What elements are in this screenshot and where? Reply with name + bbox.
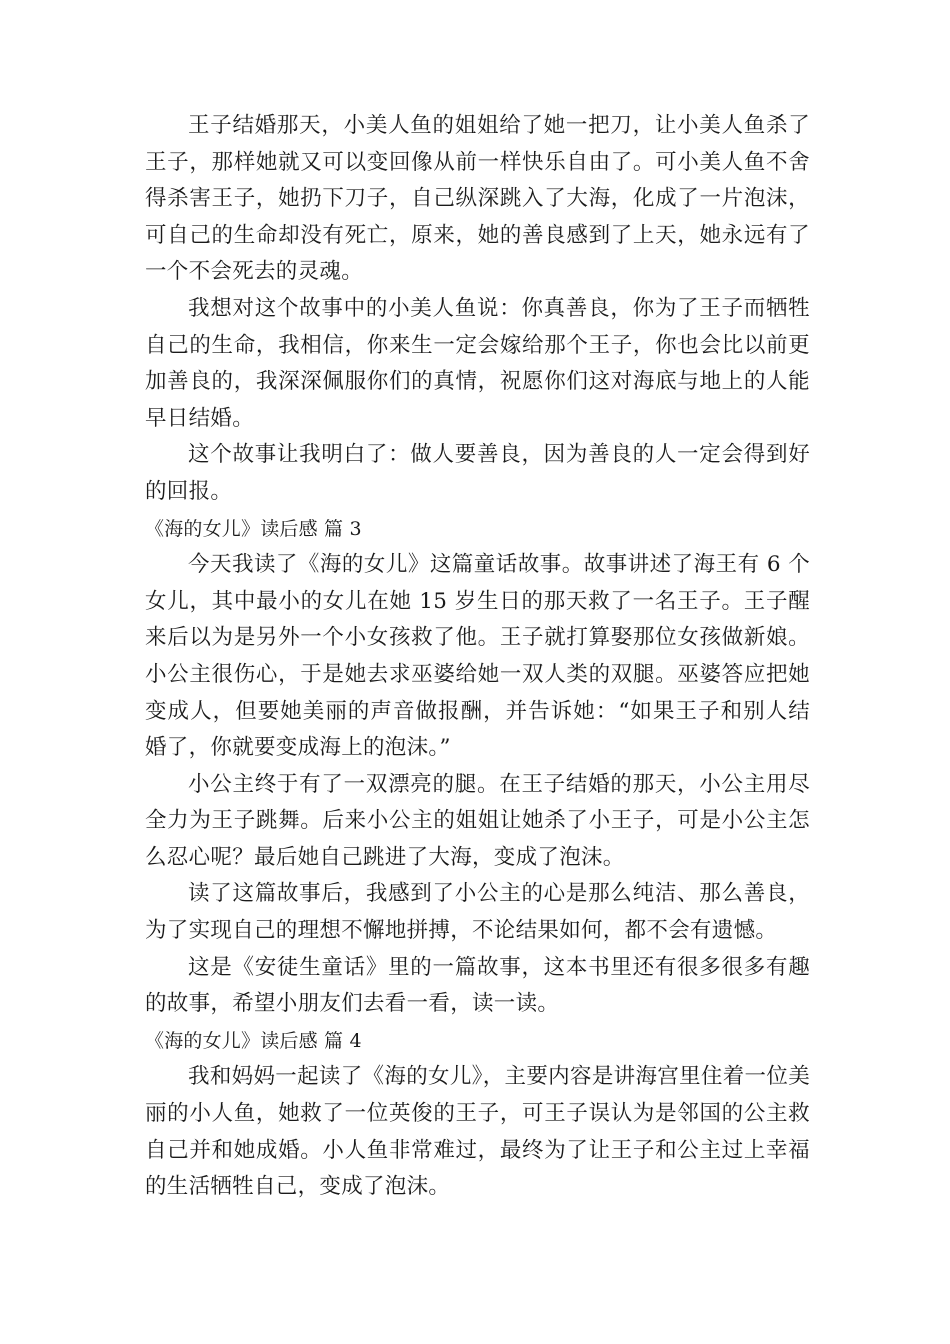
paragraph-summary: 今天我读了《海的女儿》这篇童话故事。故事讲述了海王有 6 个女儿，其中最小的女儿在她 15 岁生日的那天救了一名王子。王子醒来后以为是另外一个小女孩救了他。王子就打算娶那位女孩做新娘。小公主很伤心，于是她去求巫婆给她一双人类的双腿。巫婆答应把她变成人，但要她美丽的声音做报酬，并告诉她：“如果王子和别人结婚了，你就要变成海上的泡沫。” [145, 552, 810, 761]
paragraph-recommendation: 这是《安徒生童话》里的一篇故事，这本书里还有很多很多有趣的故事，希望小朋友们去看一看，读一读。 [145, 954, 810, 1017]
paragraph-lesson: 这个故事让我明白了：做人要善良，因为善良的人一定会得到好的回报。 [145, 442, 810, 504]
section-heading-4: 《海的女儿》读后感 篇 4 [145, 1029, 362, 1052]
paragraph-dance: 小公主终于有了一双漂亮的腿。在王子结婚的那天，小公主用尽全力为王子跳舞。后来小公主的姐姐让她杀了小王子，可是小公主怎么忍心呢？最后她自己跳进了大海，变成了泡沫。 [145, 771, 810, 870]
paragraph-ending: 王子结婚那天，小美人鱼的姐姐给了她一把刀，让小美人鱼杀了王子，那样她就又可以变回像从前一样快乐自由了。可小美人鱼不舍得杀害王子，她扔下刀子，自己纵深跳入了大海，化成了一片泡沫，可自己的生命却没有死亡，原来，她的善良感到了上天，她永远有了一个不会死去的灵魂。 [145, 113, 810, 285]
paragraph-reading-with-mom: 我和妈妈一起读了《海的女儿》，主要内容是讲海宫里住着一位美丽的小人鱼，她救了一位英俊的王子，可王子误认为是邻国的公主救自己并和她成婚。小人鱼非常难过，最终为了让王子和公主过上幸福的生活牺牲自己，变成了泡沫。 [145, 1064, 810, 1200]
document-body [145, 108, 810, 1206]
paragraph-message-to-mermaid: 我想对这个故事中的小美人鱼说：你真善良，你为了王子而牺牲自己的生命，我相信，你来生一定会嫁给那个王子，你也会比以前更加善良的，我深深佩服你们的真情，祝愿你们这对海底与地上的人能早日结婚。 [145, 295, 810, 431]
section-heading-3: 《海的女儿》读后感 篇 3 [145, 517, 362, 540]
paragraph-reflection: 读了这篇故事后，我感到了小公主的心是那么纯洁、那么善良，为了实现自己的理想不懈地拼搏，不论结果如何，都不会有遗憾。 [145, 881, 810, 944]
